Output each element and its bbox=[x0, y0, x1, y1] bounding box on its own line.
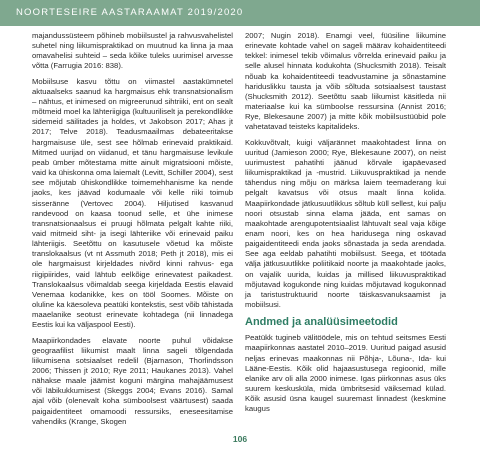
running-header-title: NOORTESEIRE AASTARAAMAT 2019/2020 bbox=[16, 7, 244, 18]
section-heading: Andmed ja analüüsimeetodid bbox=[245, 316, 398, 329]
body-paragraph: Mobiilsuse kasvu tõttu on viimastel aastakümnetel aktuaalseks saanud ka hargmaisus ehk transnatsionalism – nähtus, et inimesed on migreerunud sihtriiki, ent on sealt mõtmeid moel ka lähteriigiga (kultuuriliselt ja perekondlikke sidemeid säilitades ja holdes, vt Jakobson 2017; Ahas jt 2017; Telve 2018). Teadusmaailmas debateeritakse hargmaisuse üle, sest see hõlmab erinevaid praktikaid. Mitmed uurijad on viidanud, et tänu hargmaisuse levikule peab ümber mõtestama mitte ainult migratsiooni mõiste, vaid ka ühiskonna oma laiemalt (Levitt, Schiller 2004), sest see mõjutab ühiskondlikke toimemehhanisme ka nende jaoks, kes jäävad kodumaale või kelle riiki toimub sisseränne (Vertovec 2004). Hiljutised kasvanud randevood on kaasa toonud selle, et ühe inimese transnatsionaalsus ei pruugi hõlmata pelgalt kahte riiki, vaid mitmeid siht- ja isegi lähteriike või erinevaid paiku lähteriigis. Seetõttu on kasutusele võetud ka mõiste translokaalsus (vt nt Assmuth 2018; Peth jt 2018), mis ei ole hargmaisust kirjeldades nivõrd kinni rahvus- ega riigipiirides, vaid lähtub eelkõige erinevatest paikadest. Translokaalsus võimaldab seega kirjeldada Eestis elavaid Venemaa kodanikke, kes on tööl Soomes. Mõiste on oluline ka käesoleva peatüki kontekstis, sest võib tähistada maaelanike seotust erinevate kohtadega (nii linnadega Eestis kui ka väljaspool Eesti). bbox=[32, 76, 233, 330]
body-paragraph: majandussüsteem põhineb mobiilsustel ja rahvusvahelistel suhetel ning liikumispraktikad on muutnud ka linna ja maa omavahelisi suhteid – seda kõike tuleks uurimisel arvesse võtta (Farrugia 2016: 838). bbox=[32, 31, 233, 71]
header-bar bbox=[0, 0, 480, 26]
body-paragraph: 2007; Nugin 2018). Enamgi veel, füüsiline liikumine erinevate kohtade vahel on sageli määrav kohaidentiteedi tekkel: inimesel tekib võimalus võrrelda erinevaid paiku ja selle alusel hinnata kodukohta (Shucksmith 2018). Teisalt nõuab ka kohaidentiteedi teadvustamine ja sõnastamine hariduslikku tausta ja võib sõltuda sotsiaalsest taustast (Shucksmith 2012). Seetõttu saab liikumist käsitleda nii materiaalse kui ka sümboolse ressursina (Annist 2016; Rye, Blekesaune 2007) ja mitte kõik mobiilsustüübid pole vahetatavad teisteks kapitalideks. bbox=[245, 31, 446, 132]
body-paragraph: Kokkuvõtvalt, kuigi väljarännet maakohtadest linna on uuritud (Jamieson 2000; Rye, Blekesaune 2007), on neist uurimustest pahatihti jäänud kõrvale igapäevased liikumispraktikad ja -mustrid. Liikuvuspraktikad ja nende tähendus ning mõju on märksa laiem teemaderang kui pelgalt kavatsus või otsus maalt linna kolida. Maapiirkondade jätkusuutlikkus sõltub küll sellest, kui palju noori otsustab sinna elama jääda, ent samas on maakohtade arengupotentsiaalist lähtuvalt seal vaja kõige enam noori, kes on hea haridusega ning oskavad paigaidentiteedi enda jaoks sõnastada ja seda arendada. See aga eeldab pahatihti mobiilsust. Seega, et töötada välja jätkusuutlikke poliitikaid noorte ja maakohtade jaoks, on vajalik uurida, kuidas ja millised liikuvuspraktikad mõjutavad kogukonde ning kuidas mõjutavad kogukonnad ja taristustruktuurid noorte täiskasvanuksaamist ja mobiilsusi. bbox=[245, 137, 446, 310]
page-number: 106 bbox=[232, 434, 248, 444]
right-column bbox=[245, 31, 446, 414]
body-paragraph: Peatükk tugineb välitöödele, mis on tehtud seitsmes Eesti maapiirkonnas aastatel 2010–2019. Uuritud paigad asusid neljas erinevas maakonnas nii Põhja-, Lõuna-, Ida- kui Lääne-Eestis. Kõik olid hajaasustusega regioonid, mille elanike arv oli alla 2000 inimese. Igas piirkonnas asus üks suurem keskusküla, mida ümbritsesid väiksemad külad. Kõik asusid üsna kaugel suuremast linnadest (keskmine kaugus bbox=[245, 333, 446, 414]
body-paragraph: Maapiirkondades elavate noorte puhul võidakse geograafilist liikumist maalt linna sageli tõlgendada liikumisena sotsiaalset redelil (Bjarnason, Thorlindsson 2006; Thissen jt 2010; Rye 2011; Haukanes 2013). Vahel nähakse maale jäämist koguni märgina mahajäämusest või läbikukkumisest (Skeggs 2004; Evans 2016). Samal ajal võib (olenevalt koha sümboolsest väärtusest) saada paigaidentiteet omamoodi ressursiks, eneseesitamise vahendiks (Krange, Skogen bbox=[32, 335, 233, 426]
left-column bbox=[32, 31, 233, 427]
